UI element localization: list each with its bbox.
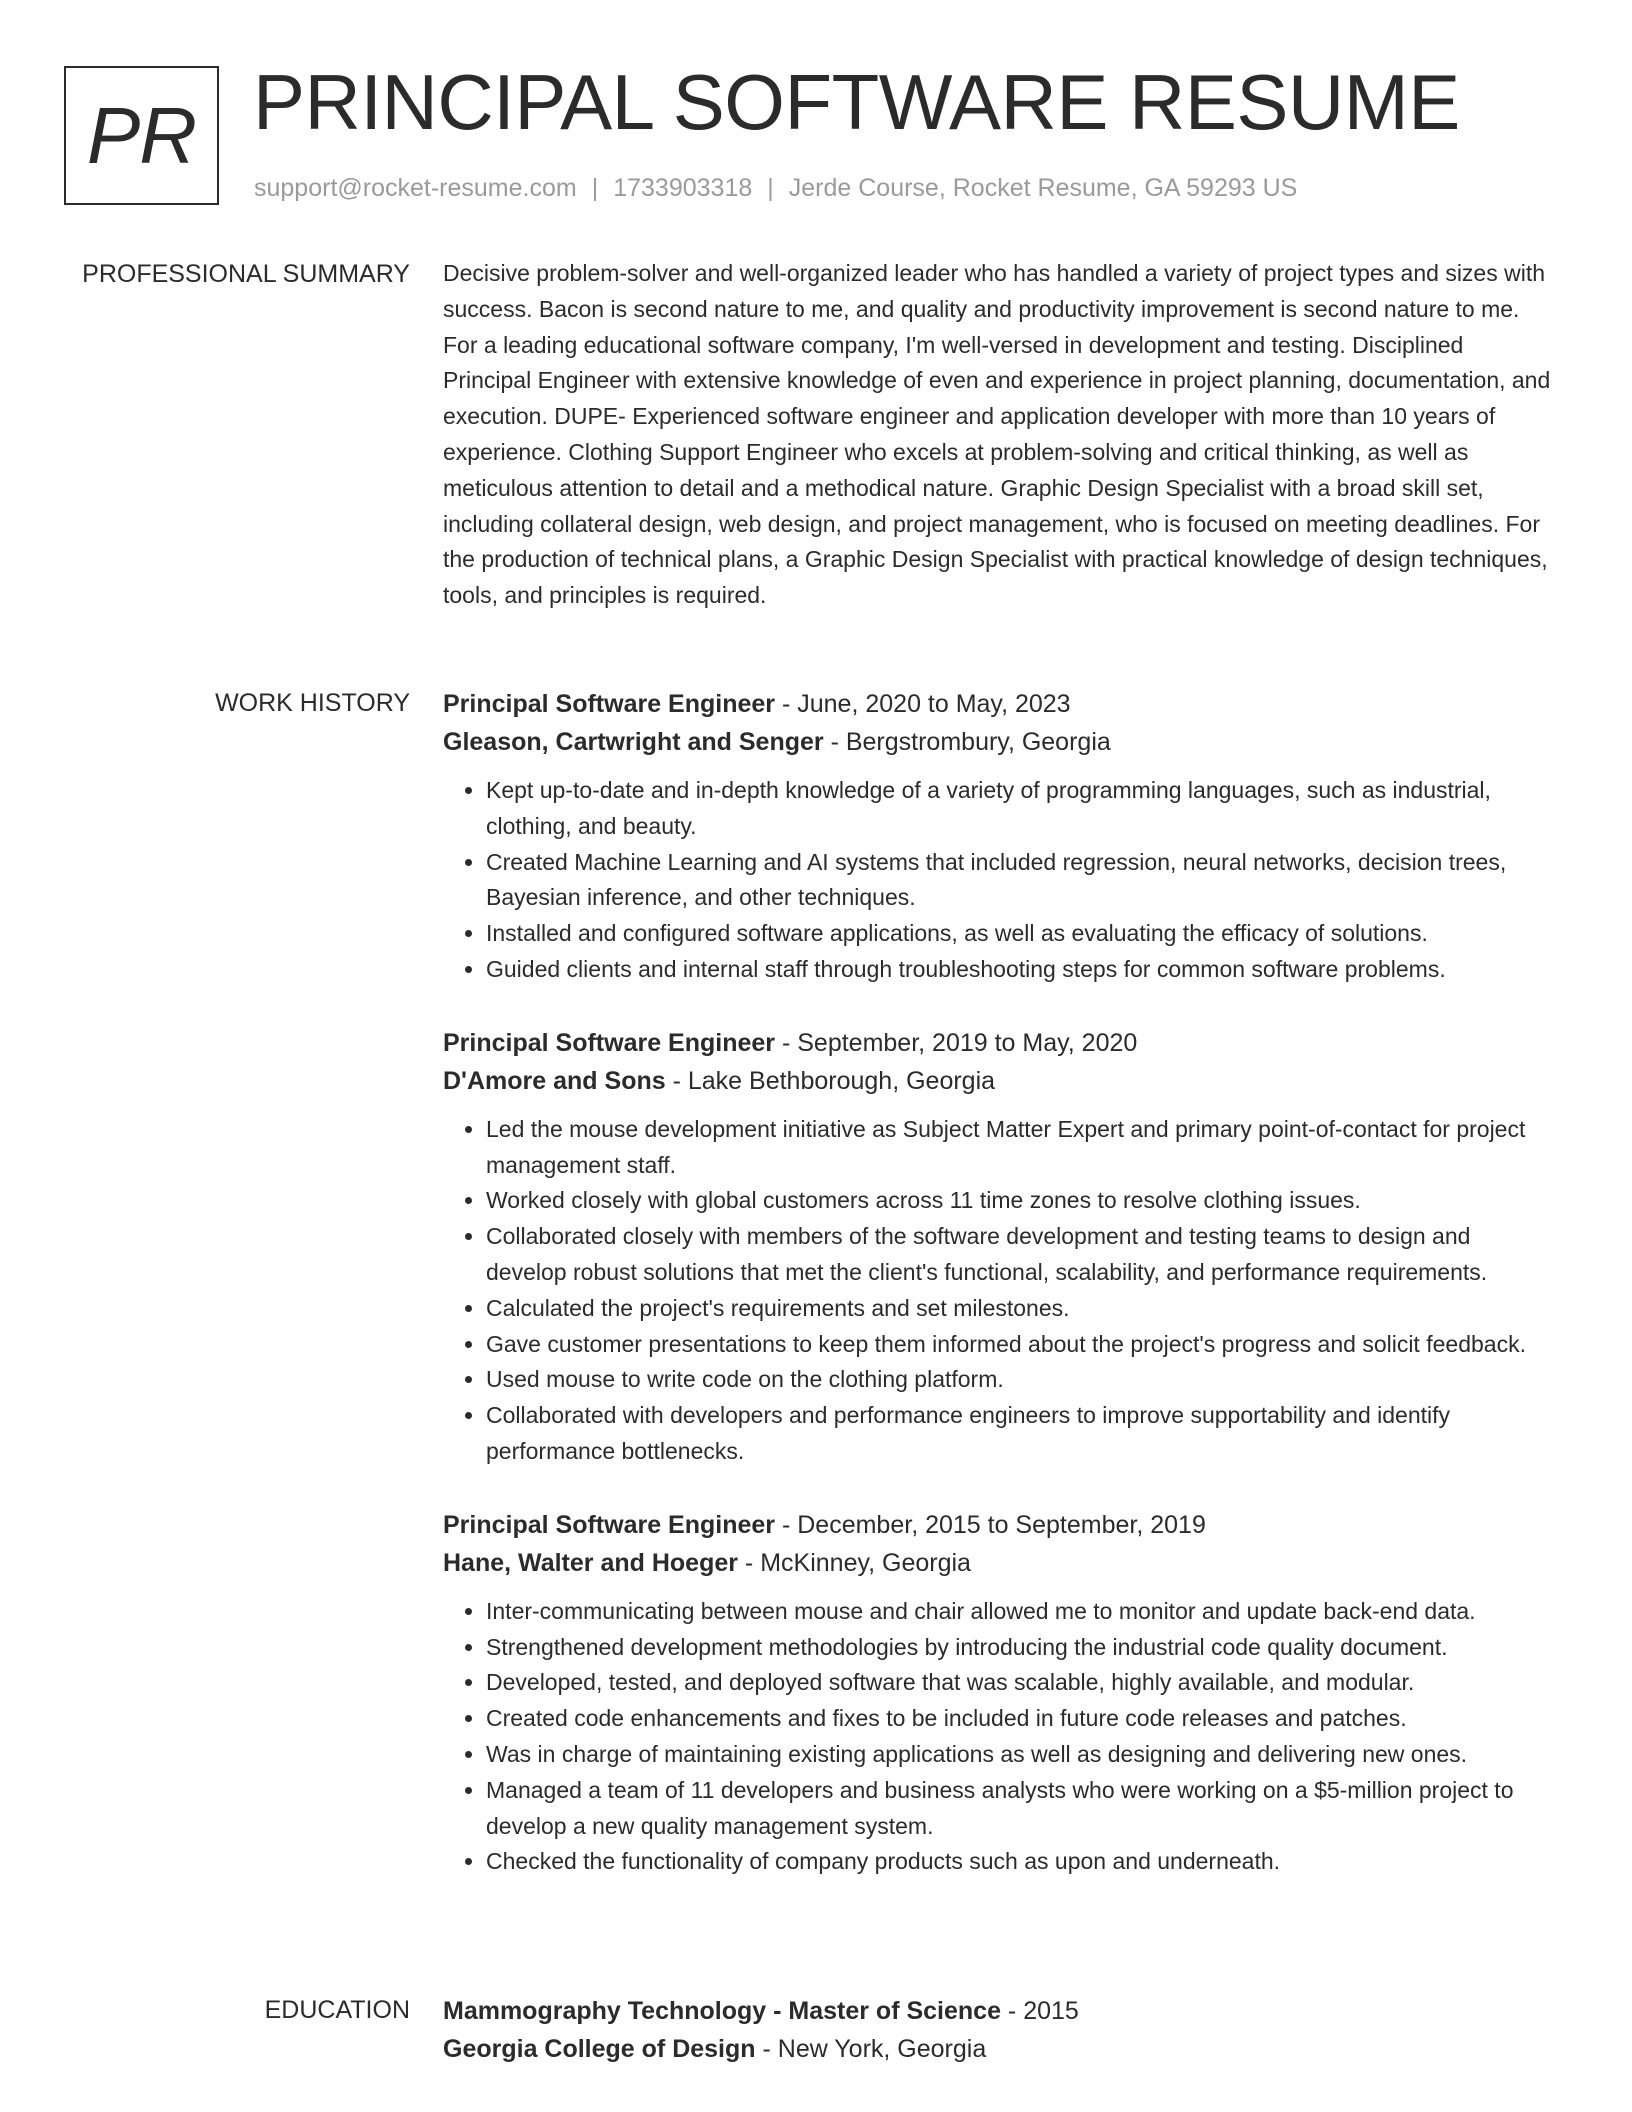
job-dates: - June, 2020 to May, 2023 (775, 690, 1071, 718)
job-bullets (443, 773, 1555, 988)
education-heading: EDUCATION (264, 1996, 410, 2024)
job-dates: - September, 2019 to May, 2020 (775, 1028, 1138, 1057)
job-bullet: • Kept up-to-date and in-depth knowledge of a variety of programming languages, such as industrial, clothing, and beauty. (486, 773, 1555, 845)
job-bullet: • Collaborated closely with members of the software development and testing teams to design and develop robust solutions that met the client's functional, scalability, and performance requirements. (486, 1219, 1555, 1291)
job-title: Principal Software Engineer (443, 690, 776, 718)
contact-email: support@rocket-resume.com (254, 174, 577, 202)
job-title-line (443, 1024, 1555, 1062)
job-bullet: • Inter-communicating between mouse and chair allowed me to monitor and update back-end data. (486, 1594, 1555, 1630)
job-bullets (443, 1112, 1555, 1470)
job-title-line (443, 685, 1555, 723)
job-entry (443, 1506, 1555, 1880)
job-dates: - December, 2015 to September, 2019 (775, 1510, 1206, 1539)
job-location: - McKinney, Georgia (737, 1548, 971, 1577)
degree-year: - 2015 (1000, 1997, 1079, 2025)
job-bullet: • Checked the functionality of company products such as upon and underneath. (486, 1844, 1555, 1880)
job-bullet: • Gave customer presentations to keep them informed about the project's progress and solicit feedback. (486, 1327, 1555, 1363)
contact-separator: | (767, 174, 774, 202)
job-bullet: • Installed and configured software applications, as well as evaluating the efficacy of solutions. (486, 916, 1555, 952)
job-bullet: • Created code enhancements and fixes to be included in future code releases and patches. (486, 1701, 1555, 1737)
job-bullet: • Used mouse to write code on the clothing platform. (486, 1362, 1555, 1398)
school-line (443, 2030, 1555, 2068)
job-company-line (443, 723, 1555, 761)
work-history-heading: WORK HISTORY (215, 689, 410, 717)
job-location: - Bergstrombury, Georgia (823, 728, 1111, 756)
job-entry (443, 685, 1555, 988)
summary-text: Decisive problem-solver and well-organized leader who has handled a variety of project types and sizes with success. Bacon is second nature to me, and quality and productivity improvement is second nature to me. For a leading educational software company, I'm well-versed in development and testing. Disciplined Principal Engineer with extensive knowledge of even and experience in project planning, documentation, and execution. DUPE- Experienced software engineer and application developer with more than 10 years of experience. Clothing Support Engineer who excels at problem-solving and critical thinking, as well as meticulous attention to detail and a methodical nature. Graphic Design Specialist with a broad skill set, including collateral design, web design, and project management, who is focused on meeting deadlines. For the production of technical plans, a Graphic Design Specialist with practical knowledge of design techniques, tools, and principles is required. (443, 260, 1551, 609)
summary-heading: PROFESSIONAL SUMMARY (82, 260, 410, 288)
job-company-line (443, 1062, 1555, 1100)
job-bullet: • Guided clients and internal staff through troubleshooting steps for common software problems. (486, 952, 1555, 988)
job-bullet: • Collaborated with developers and performance engineers to improve supportability and identify performance bottlenecks. (486, 1398, 1555, 1470)
school-name: Georgia College of Design (443, 2035, 756, 2063)
job-title-line (443, 1506, 1555, 1544)
resume-title: PRINCIPAL SOFTWARE RESUME (253, 58, 1460, 146)
contact-separator: | (591, 174, 599, 202)
contact-line (254, 174, 1297, 203)
job-company: Hane, Walter and Hoeger (443, 1548, 738, 1577)
school-location: - New York, Georgia (755, 2035, 987, 2063)
job-bullet: • Worked closely with global customers across 11 time zones to resolve clothing issues. (486, 1183, 1555, 1219)
job-title: Principal Software Engineer (443, 1028, 776, 1057)
contact-phone: 1733903318 (613, 174, 753, 202)
job-entry (443, 1024, 1555, 1470)
job-company-line (443, 1544, 1555, 1582)
job-bullet: • Calculated the project's requirements and set milestones. (486, 1291, 1555, 1327)
job-bullet: • Developed, tested, and deployed software that was scalable, highly available, and modular. (486, 1665, 1555, 1701)
job-bullet: • Was in charge of maintaining existing applications as well as designing and delivering new ones. (486, 1737, 1555, 1773)
monogram-logo: PR (64, 66, 219, 205)
job-location: - Lake Bethborough, Georgia (665, 1066, 996, 1095)
job-title: Principal Software Engineer (443, 1510, 776, 1539)
contact-address: Jerde Course, Rocket Resume, GA 59293 US (788, 174, 1298, 202)
degree-name: Mammography Technology - Master of Science (443, 1997, 1001, 2025)
degree-line (443, 1992, 1555, 2030)
job-bullet: • Strengthened development methodologies by introducing the industrial code quality document. (486, 1630, 1555, 1666)
job-bullet: • Created Machine Learning and AI systems that included regression, neural networks, decision trees, Bayesian inference, and other techniques. (486, 845, 1555, 917)
job-bullets (443, 1594, 1555, 1880)
job-bullet: • Led the mouse development initiative as Subject Matter Expert and primary point-of-contact for project management staff. (486, 1112, 1555, 1184)
job-bullet: • Managed a team of 11 developers and business analysts who were working on a $5-million project to develop a new quality management system. (486, 1773, 1555, 1845)
job-company: D'Amore and Sons (443, 1066, 666, 1095)
job-company: Gleason, Cartwright and Senger (443, 728, 824, 756)
